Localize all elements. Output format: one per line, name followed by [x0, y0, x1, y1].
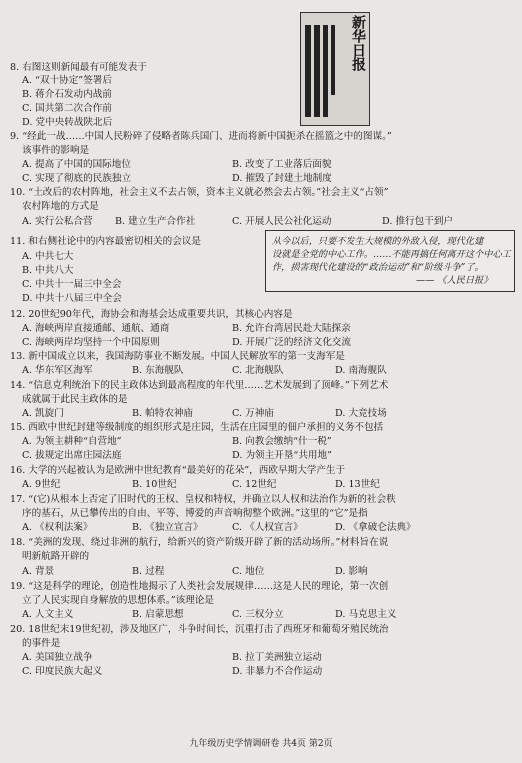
question-13: 13. 新中国成立以来，我国海防事业不断发展。中国人民解放军的第一支海军是: [10, 351, 345, 362]
question-18-cont: 明新航路开辟的: [22, 551, 90, 562]
question-14-cont: 成就属于此民主政体的是: [22, 394, 128, 405]
q10-option-a: A. 实行公私合营: [22, 216, 93, 227]
q13-option-a: A. 华东军区海军: [22, 365, 93, 376]
q17-option-c: C. 《人权宣言》: [232, 522, 303, 533]
q12-option-b: B. 允许台湾居民赴大陆探亲: [232, 323, 351, 334]
q16-option-c: C. 12世纪: [232, 479, 277, 490]
question-18: 18. “美洲的发现、绕过非洲的航行，给新兴的资产阶级开辟了新的活动场所。”材料旨在说: [10, 537, 389, 548]
q20-option-b: B. 拉丁美洲独立运动: [232, 652, 322, 663]
q9-option-d: D. 摧毁了封建土地制度: [232, 173, 332, 184]
q12-option-c: C. 海峡两岸均坚持一个中国原则: [22, 337, 160, 348]
q16-option-b: B. 10世纪: [132, 479, 177, 490]
question-17-cont: 序的基石，从已攀传出的自由、平等、博爱的声音响彻整个欧洲。”这里的“它”是指: [22, 508, 368, 519]
q11-option-d: D. 中共十八届三中全会: [22, 293, 122, 304]
question-9: 9. “经此一战……中国人民粉碎了侵略者陈兵国门、进而将新中国扼杀在摇篮之中的图谋。”: [10, 131, 392, 142]
q11-option-a: A. 中共七大: [22, 251, 74, 262]
q18-option-b: B. 过程: [132, 566, 165, 577]
q14-option-b: B. 帕特农神庙: [132, 408, 194, 419]
q17-option-a: A. 《权利法案》: [22, 522, 93, 533]
q8-option-b: B. 蒋介石发动内战前: [22, 89, 112, 100]
q17-option-d: D. 《拿破仑法典》: [335, 522, 416, 533]
q8-option-a: A. “双十协定”签署后: [22, 75, 112, 86]
q14-option-a: A. 凯旋门: [22, 408, 64, 419]
q18-option-c: C. 地位: [232, 566, 265, 577]
question-10: 10. “土改后的农村阵地，社会主义不去占领，资本主义就必然会去占领。”社会主义“占领”: [10, 187, 389, 198]
editorial-line-1: 从今以后，只要不发生大规模的外敌入侵，现代化建: [272, 236, 484, 247]
q20-option-c: C. 印度民族大起义: [22, 666, 103, 677]
q19-option-d: D. 马克思主义: [335, 609, 397, 620]
q12-option-d: D. 开展广泛的经济文化交流: [232, 337, 351, 348]
q19-option-c: C. 三权分立: [232, 609, 284, 620]
q13-option-d: D. 南海舰队: [335, 365, 387, 376]
q18-option-d: D. 影响: [335, 566, 368, 577]
question-9-cont: 该事件的影响是: [22, 145, 90, 156]
q14-option-d: D. 大竞技场: [335, 408, 387, 419]
q15-option-c: C. 拔规定出席庄园法庭: [22, 450, 122, 461]
editorial-line-2: 设就是全党的中心工作。……不能再搞任何离开这个中心工: [272, 249, 511, 260]
question-10-cont: 农村阵地的方式是: [22, 201, 99, 212]
question-19-cont: 立了人民实现自身解放的思想体系。”该理论是: [22, 595, 214, 606]
q11-option-c: C. 中共十一届三中全会: [22, 279, 122, 290]
q9-option-a: A. 提高了中国的国际地位: [22, 159, 131, 170]
q10-option-b: B. 建立生产合作社: [115, 216, 196, 227]
editorial-source: —— 《人民日报》: [416, 275, 493, 286]
q16-option-d: D. 13世纪: [335, 479, 380, 490]
question-16: 16. 大学的兴起被认为是欧洲中世纪教育“最美好的花朵”，西欧早期大学产生于: [10, 465, 346, 476]
q16-option-a: A. 9世纪: [22, 479, 61, 490]
q9-option-c: C. 实现了彻底的民族独立: [22, 173, 132, 184]
q11-option-b: B. 中共八大: [22, 265, 74, 276]
newspaper-headline-graphic: [305, 21, 339, 121]
q14-option-c: C. 万神庙: [232, 408, 274, 419]
q15-option-b: B. 向教会缴纳“什一税”: [232, 436, 332, 447]
q15-option-a: A. 为领主耕种“自营地”: [22, 436, 122, 447]
question-20-cont: 的事件是: [22, 638, 61, 649]
editorial-quote-box: [265, 230, 515, 292]
page-footer: 九年级历史学情调研卷 共4页 第2页: [189, 739, 333, 749]
q15-option-d: D. 为领主开垦“共用地”: [232, 450, 333, 461]
q17-option-b: B. 《独立宣言》: [132, 522, 203, 533]
q19-option-a: A. 人文主义: [22, 609, 74, 620]
q8-option-c: C. 国共第二次合作前: [22, 103, 112, 114]
question-12: 12. 20世纪90年代，海协会和海基会达成重要共识，其核心内容是: [10, 309, 293, 320]
q13-option-c: C. 北海舰队: [232, 365, 284, 376]
q13-option-b: B. 东海舰队: [132, 365, 184, 376]
q9-option-b: B. 改变了工业落后面貌: [232, 159, 332, 170]
q18-option-a: A. 背景: [22, 566, 55, 577]
q20-option-d: D. 非暴力不合作运动: [232, 666, 323, 677]
newspaper-masthead: 新华日报: [350, 15, 366, 71]
question-11: 11. 和右侧社论中的内容最密切相关的会议是: [10, 236, 201, 247]
question-20: 20. 18世纪末19世纪初，涉及地区广，斗争时间长，沉重打击了西班牙和葡萄牙殖民统治: [10, 624, 389, 635]
q19-option-b: B. 启蒙思想: [132, 609, 184, 620]
q12-option-a: A. 海峡两岸直接通邮、通航、通商: [22, 323, 170, 334]
question-14: 14. “信息克利统治下的民主政体达到最高程度的年代里……艺术发展到了顶峰。”下列艺术: [10, 380, 389, 391]
question-17: 17. “(它)从根本上否定了旧时代的王权、皇权和特权，并确立以人权和法治作为新的社会秩: [10, 494, 396, 505]
q10-option-d: D. 推行包干到户: [382, 216, 454, 227]
question-8: 8. 右图这则新闻最有可能发表于: [10, 62, 147, 73]
question-19: 19. “这是科学的理论，创造性地揭示了人类社会发展规律……这是人民的理论，第一次创: [10, 581, 389, 592]
q20-option-a: A. 美国独立战争: [22, 652, 93, 663]
question-15: 15. 西欧中世纪封建等级制度的组织形式是庄园，生活在庄园里的佃户承担的义务不包括: [10, 422, 384, 433]
editorial-line-3: 作，损害现代化建设的“政治运动”和“阶级斗争”了。: [272, 262, 484, 273]
newspaper-clipping-image: [300, 12, 370, 126]
q8-option-d: D. 党中央转战陕北后: [22, 117, 113, 128]
q10-option-c: C. 开展人民公社化运动: [232, 216, 332, 227]
